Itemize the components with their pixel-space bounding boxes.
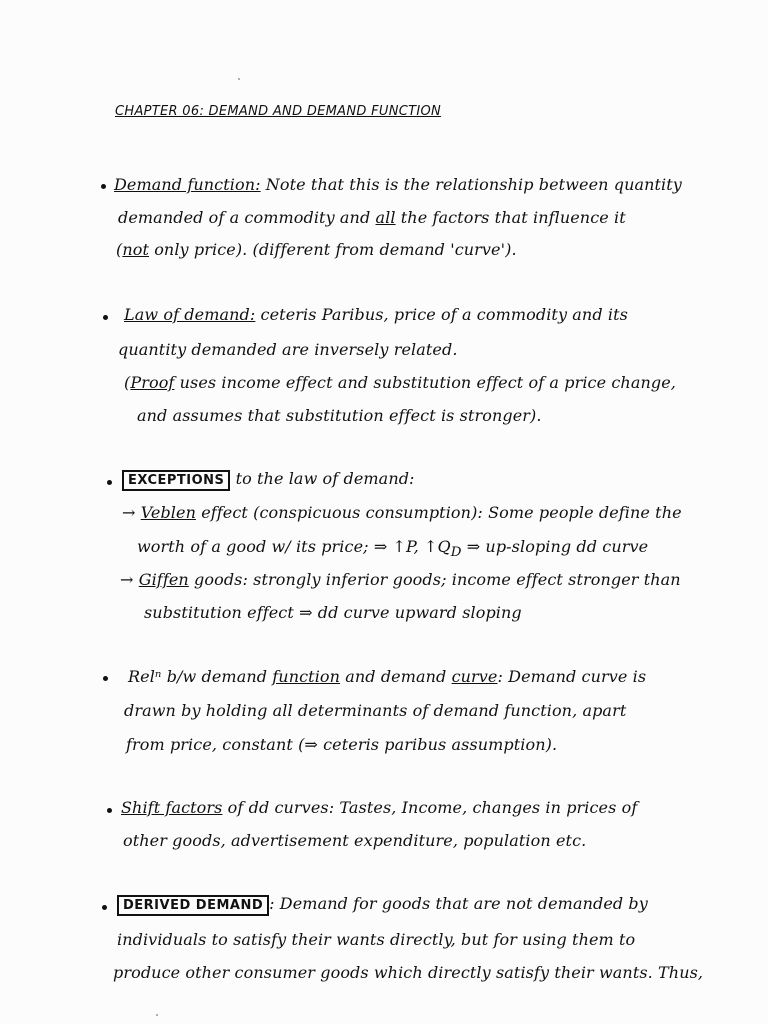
all-underlined: all — [375, 208, 396, 227]
derived-demand-line-2: individuals to satisfy their wants directly, but for using them to — [117, 930, 636, 949]
relation-line-1 — [128, 667, 646, 686]
relation-line-3: from price, constant (⇒ ceteris paribus assumption). — [126, 735, 558, 754]
page-title: CHAPTER 06: DEMAND AND DEMAND FUNCTION — [115, 104, 442, 119]
text: only price). (different from demand 'curve'). — [154, 240, 517, 259]
function-underlined: function — [272, 667, 341, 686]
demand-function-line-3: (not only price). (different from demand 'curve'). — [116, 240, 517, 259]
text: Note that this is the relationship between quantity — [265, 175, 682, 194]
arrow-icon: → — [122, 503, 136, 522]
giffen-underlined: Giffen — [138, 570, 189, 589]
text: worth of a good w/ its price; ⇒ ↑P, ↑Q — [137, 537, 451, 556]
exceptions-line-1 — [122, 469, 415, 488]
law-of-demand-line-1 — [124, 305, 628, 324]
text: goods: strongly inferior goods; income effect stronger than — [194, 570, 681, 589]
veblen-underlined: Veblen — [140, 503, 196, 522]
bullet-dot — [103, 315, 108, 320]
exceptions-line-4 — [120, 570, 681, 589]
text: demanded of a commodity and — [118, 208, 371, 227]
exceptions-line-5: substitution effect ⇒ dd curve upward sloping — [144, 603, 522, 622]
bullet-dot — [102, 905, 107, 910]
text: to the law of demand: — [235, 469, 415, 488]
bullet-dot — [101, 184, 106, 189]
text: ceteris Paribus, price of a commodity and its — [260, 305, 628, 324]
curve-underlined: curve — [451, 667, 498, 686]
bullet-dot — [103, 676, 108, 681]
arrow-icon: → — [120, 570, 134, 589]
text: of dd curves: Tastes, Income, changes in prices of — [227, 798, 638, 817]
shift-factors-term: Shift factors — [121, 798, 223, 817]
text: and demand — [345, 667, 447, 686]
text: the factors that influence it — [400, 208, 626, 227]
law-of-demand-line-4: and assumes that substitution effect is stronger). — [137, 406, 542, 425]
text: Relⁿ b/w demand — [128, 667, 268, 686]
exceptions-line-3 — [137, 537, 648, 560]
derived-demand-line-1 — [117, 894, 648, 913]
shift-factors-line-2: other goods, advertisement expenditure, population etc. — [123, 831, 587, 850]
paper-speck — [238, 78, 240, 80]
subscript: D — [450, 545, 462, 561]
law-of-demand-line-3 — [124, 373, 676, 392]
shift-factors-line-1 — [121, 798, 637, 817]
law-of-demand-term: Law of demand: — [124, 305, 256, 324]
relation-line-2: drawn by holding all determinants of demand function, apart — [124, 701, 627, 720]
proof-underlined: Proof — [130, 373, 175, 392]
law-of-demand-line-2: quantity demanded are inversely related. — [118, 340, 458, 359]
not-underlined: not — [122, 240, 150, 259]
bullet-dot — [107, 808, 112, 813]
paper-speck — [156, 1014, 158, 1016]
bullet-dot — [107, 480, 112, 485]
text: ( — [124, 373, 131, 392]
demand-function-line-2 — [118, 208, 626, 227]
text: effect (conspicuous consumption): Some people define the — [201, 503, 682, 522]
demand-function-line-1 — [114, 175, 682, 194]
text: : Demand for goods that are not demanded by — [269, 894, 648, 913]
exceptions-line-2 — [122, 503, 682, 522]
text: : Demand curve is — [497, 667, 647, 686]
text: ⇒ up-sloping dd curve — [466, 537, 649, 556]
demand-function-term: Demand function: — [114, 175, 261, 194]
derived-demand-boxed-term: DERIVED DEMAND — [117, 895, 269, 916]
derived-demand-line-3: produce other consumer goods which directly satisfy their wants. Thus, — [113, 963, 704, 982]
text: uses income effect and substitution effect of a price change, — [179, 373, 676, 392]
exceptions-boxed-term: EXCEPTIONS — [122, 470, 230, 491]
